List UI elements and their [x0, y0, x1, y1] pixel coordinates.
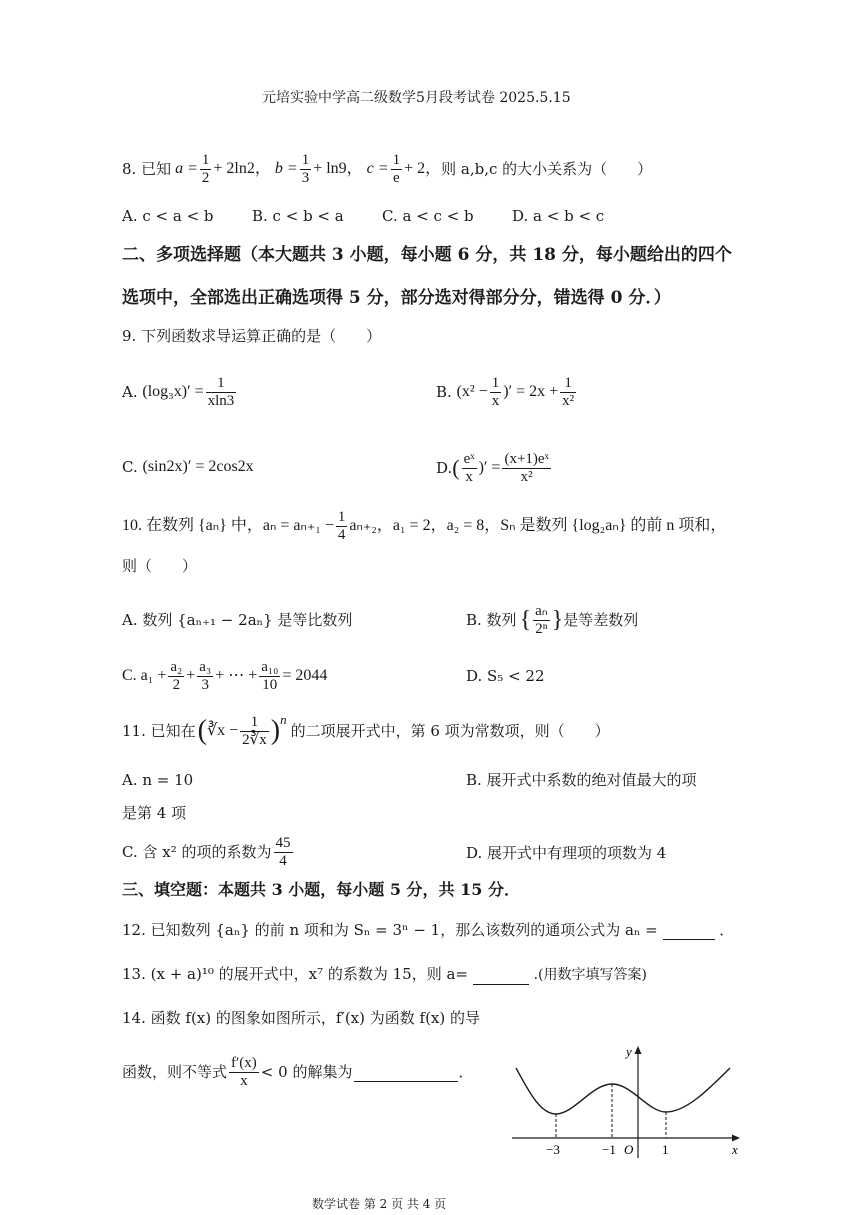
- q8-a-lhs: a =: [175, 160, 198, 177]
- q8-b-frac-num: 1: [301, 151, 310, 168]
- q14-end: ．: [458, 1063, 474, 1081]
- tick-label-minus-3: −3: [546, 1142, 560, 1157]
- q9-b-in-den: x: [491, 392, 500, 409]
- q10-b-lbrace: {: [519, 607, 532, 633]
- question-14-line-2: [122, 1048, 473, 1096]
- tick-label-minus-1: −1: [602, 1142, 616, 1157]
- question-10-stem: [122, 504, 726, 548]
- q10-stem-b: aₙ₊₂，a₁ = 2，a₂ = 8，Sₙ 是数列 {log₂aₙ} 的前 n 项和，: [349, 517, 727, 534]
- q11-root: ∛x −: [206, 722, 239, 739]
- q8-option-d: D. a < b < c: [512, 207, 605, 225]
- q10-c-pre: C. a₁ +: [122, 667, 167, 684]
- q10-option-a: A. 数列 {aₙ₊₁ − 2aₙ} 是等比数列: [122, 611, 353, 629]
- q10-stem-c: 则（ ）: [122, 557, 198, 575]
- q8-c-frac-num: 1: [392, 151, 401, 168]
- q11-fraction: [240, 714, 269, 749]
- q10-stem-fraction: [336, 509, 348, 544]
- q9-d-den: x²: [520, 468, 533, 485]
- q10-c-f3-den: 10: [262, 676, 278, 693]
- q8-number: 8.: [122, 160, 137, 178]
- q14-line2-post: < 0 的解集为: [260, 1063, 353, 1081]
- question-8-stem: [122, 147, 652, 191]
- question-14-line-1: 14. 函数 f(x) 的图象如图所示，f′(x) 为函数 f(x) 的导: [122, 1009, 481, 1027]
- q12-answer-blank[interactable]: [663, 923, 715, 940]
- q11-stem-post: 的二项展开式中，第 6 项为常数项，则（ ）: [290, 722, 610, 740]
- q13-end: .(用数字填写答案): [533, 967, 647, 983]
- q9-b-inner-fraction: [490, 375, 502, 410]
- q10-c-mid: + ⋯ +: [215, 667, 258, 684]
- q10-c-f2-num: a₃: [199, 658, 212, 675]
- q11-c-num: 45: [275, 834, 291, 851]
- q11-option-b-line-2: 是第 4 项: [122, 804, 187, 822]
- q11-stem-pre: 11. 已知在: [122, 722, 196, 740]
- q9-a-den: xln3: [207, 392, 235, 409]
- q9-b-in-num: 1: [491, 374, 500, 391]
- page-header: 元培实验中学高二级数学5月段考试卷 2025.5.15: [262, 90, 571, 106]
- q14-frac-den: x: [240, 1072, 248, 1089]
- q8-option-b: B. c < b < a: [252, 207, 344, 225]
- q10-c-frac-1: [168, 659, 184, 694]
- q9-a-lhs: (log₃x)′ =: [142, 383, 204, 400]
- y-axis-arrow: [635, 1046, 642, 1054]
- q8-a-rest: + 2ln2，: [213, 160, 271, 177]
- question-13: [122, 964, 647, 985]
- q10-b-den: 2ⁿ: [535, 620, 548, 637]
- q9-option-a: [122, 370, 238, 414]
- q8-b-fraction: [300, 152, 312, 187]
- q9-d-fraction: [502, 451, 550, 486]
- q9-d-in-den: x: [465, 468, 473, 485]
- q14-line2-pre: 函数，则不等式: [122, 1063, 228, 1081]
- q10-b-fraction: [533, 603, 550, 638]
- q8-option-c: C. a < c < b: [382, 207, 474, 225]
- q9-a-label: A.: [122, 383, 138, 401]
- q13-answer-blank[interactable]: [473, 968, 529, 985]
- q9-b-den: x²: [562, 392, 575, 409]
- q9-b-mid: )′ = 2x +: [503, 383, 559, 400]
- q10-c-post: = 2044: [282, 667, 328, 684]
- q11-frac-num: 1: [240, 714, 269, 732]
- q9-option-c: [122, 452, 254, 482]
- q10-b-num: aₙ: [535, 602, 548, 619]
- q8-prefix: 已知: [141, 160, 172, 178]
- q9-a-fraction: [206, 375, 237, 410]
- section-3-heading: 三、填空题：本题共 3 小题，每小题 5 分，共 15 分．: [122, 880, 520, 899]
- q10-stem-a: 10. 在数列 {aₙ} 中，aₙ = aₙ₊₁ −: [122, 517, 334, 534]
- q14-fraction: [229, 1055, 259, 1090]
- q8-a-frac-den: 2: [201, 169, 210, 186]
- q10-b-pre: B. 数列: [466, 611, 517, 629]
- q8-a-frac-num: 1: [201, 151, 210, 168]
- q9-b-num: 1: [560, 375, 576, 393]
- q10-c-f3-num: a₁₀: [261, 658, 279, 675]
- q13-text: 13. (x + a)¹⁰ 的展开式中，x⁷ 的系数为 15，则 a=: [122, 965, 469, 983]
- section-2-heading-line-2: 选项中，全部选出正确选项得 5 分，部分选对得部分分，错选得 0 分．）: [122, 288, 671, 308]
- origin-label: O: [624, 1142, 634, 1157]
- q9-d-in-num: eˣ: [463, 450, 475, 467]
- q10-frac-den: 4: [337, 526, 346, 543]
- q8-c-frac-den: e: [392, 169, 400, 186]
- q11-c-fraction: [274, 835, 293, 870]
- q9-b-label: B.: [436, 383, 452, 401]
- q9-c-label: C.: [122, 458, 138, 476]
- q9-d-inner-fraction: [462, 451, 477, 486]
- q11-lparen: (: [197, 715, 207, 746]
- q11-option-b-line-1: B. 展开式中系数的绝对值最大的项: [466, 771, 697, 789]
- page-footer: 数学试卷 第 2 页 共 4 页: [312, 1197, 447, 1211]
- question-12: [122, 920, 734, 940]
- q10-option-d: D. S₅ < 22: [466, 667, 545, 685]
- q8-option-a: A. c < a < b: [122, 207, 214, 225]
- q14-frac-num: f′(x): [231, 1054, 257, 1071]
- question-9-stem: 9. 下列函数求导运算正确的是（ ）: [122, 327, 382, 345]
- q10-option-c: [122, 654, 327, 698]
- q9-c-expr: (sin2x)′ = 2cos2x: [142, 458, 254, 475]
- q10-frac-num: 1: [337, 508, 346, 525]
- q8-b-rest: + ln9，: [313, 160, 363, 177]
- q9-option-d: [436, 446, 553, 490]
- q12-end: ．: [719, 921, 735, 939]
- q11-option-c: [122, 830, 295, 874]
- q10-c-f2-den: 3: [201, 676, 209, 693]
- q9-a-num: 1: [206, 375, 237, 393]
- q11-power: n: [280, 712, 287, 727]
- q9-d-label: D.: [436, 459, 453, 477]
- q8-suffix: 则 a,b,c 的大小关系为（ ）: [441, 160, 653, 178]
- q9-option-b: [436, 370, 578, 414]
- function-curve: [516, 1068, 730, 1114]
- q9-d-lparen: (: [452, 455, 460, 480]
- q8-c-fraction: [391, 152, 403, 187]
- x-axis-arrow: [732, 1135, 740, 1142]
- axis-label-y: y: [626, 1044, 632, 1059]
- function-graph-figure: [500, 1040, 750, 1165]
- q10-c-f1-den: 2: [172, 676, 181, 693]
- q11-frac-den: 2∛x: [242, 731, 267, 748]
- q10-c-plus: +: [186, 667, 196, 684]
- q9-d-num: (x+1)eˣ: [504, 450, 549, 467]
- q12-text: 12. 已知数列 {aₙ} 的前 n 项和为 Sₙ = 3ⁿ − 1，那么该数列的通项公式为 aₙ =: [122, 921, 658, 939]
- q9-b-fraction: [560, 375, 576, 410]
- q8-a-fraction: [200, 152, 212, 187]
- q10-c-f1-num: a₂: [170, 658, 183, 675]
- tick-label-1: 1: [662, 1142, 669, 1157]
- q14-answer-blank[interactable]: [354, 1063, 458, 1082]
- q11-c-den: 4: [279, 852, 287, 869]
- question-11-stem: [122, 706, 610, 756]
- section-2-heading-line-1: 二、多项选择题（本大题共 3 小题，每小题 6 分，共 18 分，每小题给出的四个: [122, 245, 732, 265]
- q9-b-lhs: (x² −: [456, 383, 488, 400]
- q10-c-frac-2: [197, 659, 213, 694]
- q8-c-lhs: c =: [366, 160, 389, 177]
- q11-option-d: D. 展开式中有理项的项数为 4: [466, 844, 667, 862]
- q10-b-post: 是等差数列: [563, 611, 639, 629]
- axis-label-x: x: [732, 1142, 738, 1157]
- q8-b-frac-den: 3: [301, 169, 310, 186]
- q11-option-a: A. n = 10: [122, 771, 194, 789]
- q8-c-rest: + 2，: [404, 160, 442, 177]
- q11-c-pre: C. 含 x² 的项的系数为: [122, 843, 272, 861]
- q10-option-b: [466, 598, 638, 642]
- q10-b-rbrace: }: [551, 607, 564, 633]
- q10-c-frac-3: [259, 659, 280, 694]
- q11-rparen: ): [270, 715, 281, 746]
- q9-d-rparen: )′ =: [478, 459, 501, 476]
- q8-b-lhs: b =: [274, 160, 298, 177]
